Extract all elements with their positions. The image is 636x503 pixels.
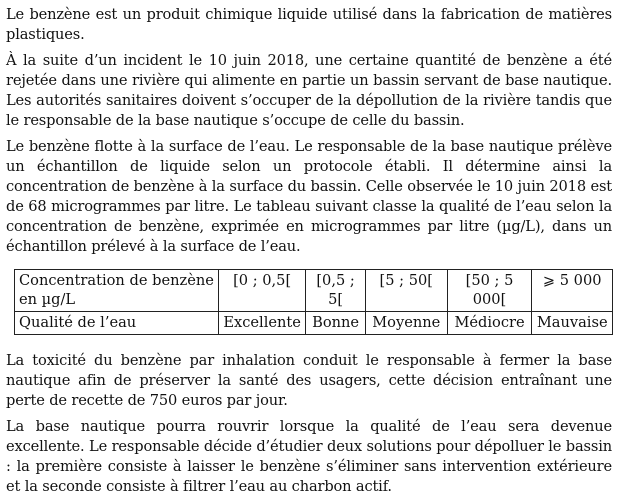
table-cell-range: [5 ; 50[ — [365, 270, 447, 312]
table-cell-quality: Bonne — [306, 312, 366, 335]
table-header-concentration: Concentration de benzène en µg/L — [15, 270, 219, 312]
table-header-quality: Qualité de l’eau — [15, 312, 219, 335]
table-cell-range: ⩾ 5 000 — [532, 270, 613, 312]
table-cell-quality: Médiocre — [447, 312, 532, 335]
paragraph-reopening: La base nautique pourra rouvrir lorsque la qualité de l’eau sera devenue excellente. Le responsable décide d’étudier deux solutions pour dépolluer le bassin : la première consiste à laisser le benzène s’éliminer sans intervention extérieure et la seconde consiste à filtrer l’eau au charbon actif. — [6, 418, 612, 495]
water-quality-table — [14, 269, 613, 335]
table-cell-range: [50 ; 5 000[ — [447, 270, 532, 312]
table-cell-quality: Moyenne — [365, 312, 447, 335]
table-cell-range: [0,5 ; 5[ — [306, 270, 366, 312]
document-page — [6, 5, 612, 503]
quality-table-wrapper — [14, 269, 612, 335]
table-row-quality — [15, 312, 613, 335]
paragraph-incident: À la suite d’un incident le 10 juin 2018, une certaine quantité de benzène a été rejetée dans une rivière qui alimente en partie un bassin servant de base nautique. Les autorités sanitaires doivent s’occuper de la dépollution de la rivière tandis que le responsable de la base nautique s’occupe de celle du bassin. — [6, 52, 612, 129]
paragraph-measurement: Le benzène flotte à la surface de l’eau. Le responsable de la base nautique prélève un échantillon de liquide selon un protocole établi. Il détermine ainsi la concentration de benzène à la surface du bassin. Celle observée le 10 juin 2018 est de 68 microgrammes par litre. Le tableau suivant classe la qualité de l’eau selon la concentration de benzène, exprimée en microgrammes par litre (µg/L), dans un échantillon prélevé à la surface de l’eau. — [6, 138, 612, 255]
table-cell-quality: Excellente — [218, 312, 305, 335]
paragraph-intro: Le benzène est un produit chimique liquide utilisé dans la fabrication de matières plastiques. — [6, 6, 612, 43]
table-row-concentration — [15, 270, 613, 312]
table-cell-range: [0 ; 0,5[ — [218, 270, 305, 312]
paragraph-toxicity: La toxicité du benzène par inhalation conduit le responsable à fermer la base nautique afin de préserver la santé des usagers, cette décision entraînant une perte de recette de 750 euros par jour. — [6, 352, 612, 409]
table-cell-quality: Mauvaise — [532, 312, 613, 335]
